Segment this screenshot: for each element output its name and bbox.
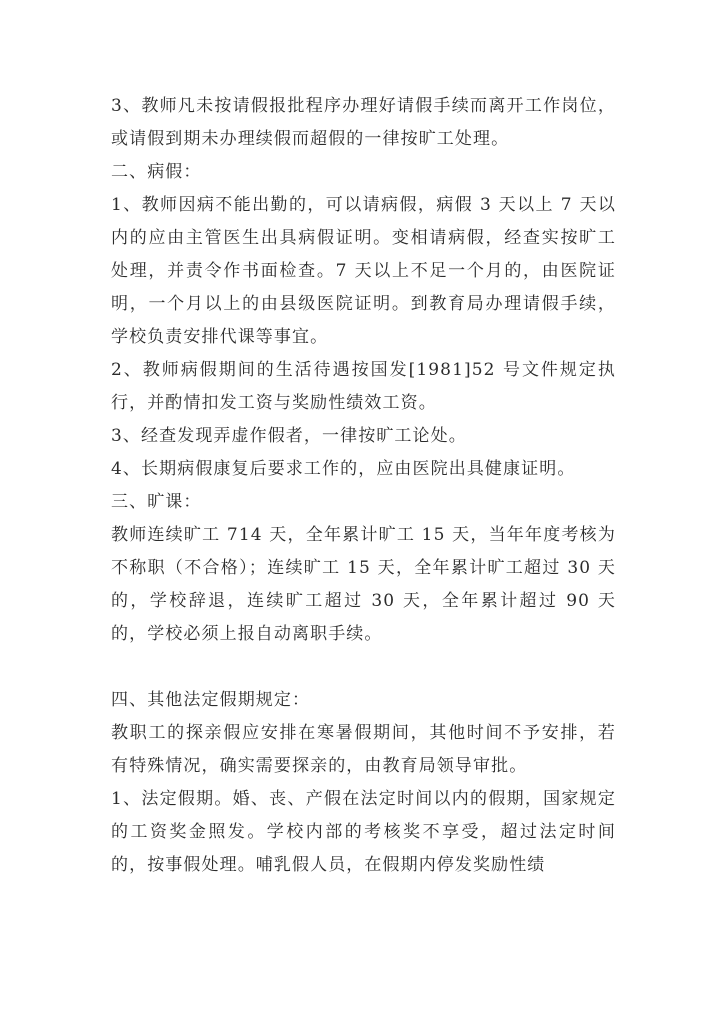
- document-body: [111, 90, 616, 882]
- section-heading-truancy: 三、旷课：: [111, 492, 202, 512]
- section-heading-statutory-leave: 四、其他法定假期规定：: [111, 690, 311, 710]
- paragraph-statutory-leave-1: 1、法定假期。婚、丧、产假在法定时间以内的假期，国家规定的工资奖金照发。学校内部的考核奖不享受，超过法定时间的，按事假处理。哺乳假人员，在假期内停发奖励性绩: [111, 789, 616, 875]
- paragraph-sick-leave-1: 1、教师因病不能出勤的，可以请病假，病假 3 天以上 7 天以内的应由主管医生出具病假证明。变相请病假，经查实按旷工处理，并责令作书面检查。7 天以上不足一个月的，由医院证明，一个月以上的由县级医院证明。到教育局办理请假手续，学校负责安排代课等事宜。: [111, 195, 616, 347]
- paragraph-family-visit-leave: 教职工的探亲假应安排在寒暑假期间，其他时间不予安排，若有特殊情况，确实需要探亲的，由教育局领导审批。: [111, 723, 616, 776]
- section-heading-sick-leave: 二、病假：: [111, 162, 202, 182]
- paragraph-sick-leave-4: 4、长期病假康复后要求工作的，应由医院出具健康证明。: [111, 459, 576, 479]
- paragraph-sick-leave-2: 2、教师病假期间的生活待遇按国发[1981]52 号文件规定执行，并酌情扣发工资与奖励性绩效工资。: [111, 360, 616, 413]
- paragraph-truancy: 教师连续旷工 714 天，全年累计旷工 15 天，当年年度考核为不称职（不合格）；连续旷工 15 天，全年累计旷工超过 30 天的，学校辞退，连续旷工超过 30 天，全年累计超过 90 天的，学校必须上报自动离职手续。: [111, 525, 616, 644]
- paragraph-item-3-absence: 3、教师凡未按请假报批程序办理好请假手续而离开工作岗位，或请假到期未办理续假而超假的一律按旷工处理。: [111, 96, 616, 149]
- blank-line: [111, 651, 616, 684]
- paragraph-sick-leave-3: 3、经查发现弄虚作假者，一律按旷工论处。: [111, 426, 467, 446]
